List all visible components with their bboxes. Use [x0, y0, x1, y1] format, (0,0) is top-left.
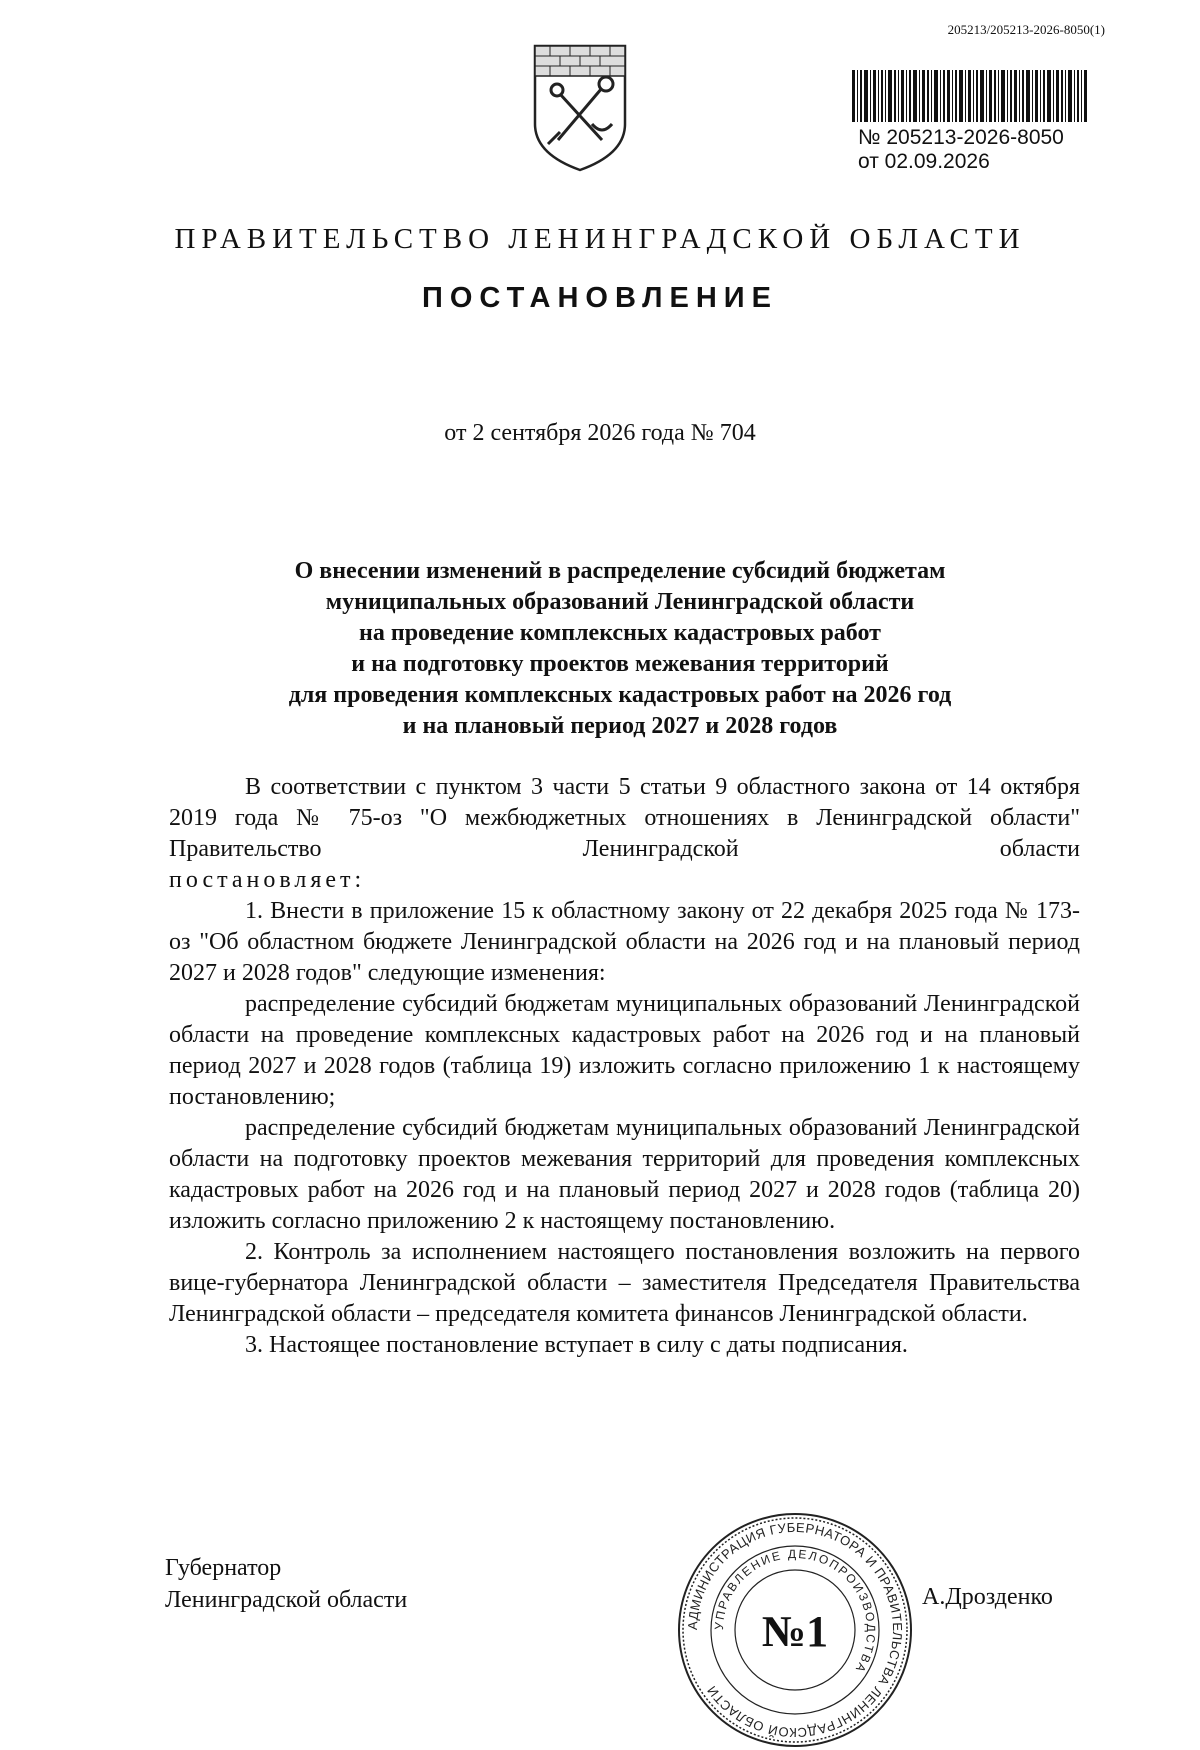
item-1-paragraph: 1. Внести в приложение 15 к областному закону от 22 декабря 2025 года № 173-оз "Об областном бюджете Ленинградской области на 2026 год и на плановый период 2027 и 2028 годов" следующие изменения: — [169, 898, 1080, 986]
item-1b-paragraph: распределение субсидий бюджетам муниципальных образований Ленинградской области на подготовку проектов межевания территорий для проведения комплексных кадастровых работ на 2026 год и на плановый период 2027 и 2028 годов (таблица 20) изложить согласно приложению 2 к настоящему постановлению. — [169, 1115, 1080, 1234]
barcode-image — [852, 70, 1088, 122]
item-2-paragraph: 2. Контроль за исполнением настоящего постановления возложить на первого вице-губернатора Ленинградской области – заместителя Председателя Правительства Ленинградской области – председателя комитета финансов Ленинградской области. — [169, 1239, 1080, 1327]
document-type: ПОСТАНОВЛЕНИЕ — [422, 282, 778, 314]
signatory-title — [165, 1552, 407, 1616]
signatory-name: А.Дрозденко — [922, 1584, 1053, 1610]
seal-outer-text: АДМИНИСТРАЦИЯ ГУБЕРНАТОРА И ПРАВИТЕЛЬСТВА ЛЕНИНГРАДСКОЙ ОБЛАСТИ — [684, 1519, 906, 1741]
government-title: ПРАВИТЕЛЬСТВО ЛЕНИНГРАДСКОЙ ОБЛАСТИ — [174, 223, 1026, 255]
document-date-number: от 2 сентября 2026 года № 704 — [444, 420, 756, 446]
preamble-paragraph: В соответствии с пунктом 3 части 5 статьи 9 областного закона от 14 октября 2019 года № 75-оз "О межбюджетных отношениях в Ленинградской области" Правительство Ленинградской области — [169, 774, 1080, 862]
heading-line: на проведение комплексных кадастровых работ — [359, 620, 881, 646]
seal-inner-text: УПРАВЛЕНИЕ ДЕЛОПРОИЗВОДСТВА — [711, 1546, 879, 1677]
registration-number: № 205213-2026-8050 — [858, 126, 1064, 149]
registration-date: от 02.09.2026 — [858, 150, 990, 173]
heading-line: для проведения комплексных кадастровых работ на 2026 год — [288, 682, 952, 708]
resolution-heading — [170, 556, 1070, 742]
seal-center-number: №1 — [761, 1607, 829, 1656]
official-seal-stamp — [675, 1510, 915, 1750]
resolution-body — [169, 772, 1080, 1361]
heading-line: и на подготовку проектов межевания территорий — [351, 651, 889, 677]
item-3-paragraph: 3. Настоящее постановление вступает в силу с даты подписания. — [245, 1332, 908, 1358]
item-1a-paragraph: распределение субсидий бюджетам муниципальных образований Ленинградской области на проведение комплексных кадастровых работ на 2026 год и на плановый период 2027 и 2028 годов (таблица 19) изложить согласно приложению 1 к настоящему постановлению; — [169, 991, 1080, 1110]
heading-line: О внесении изменений в распределение субсидий бюджетам — [294, 558, 946, 584]
signatory-region: Ленинградской области — [165, 1587, 408, 1613]
heading-line: муниципальных образований Ленинградской области — [325, 589, 915, 615]
signatory-position: Губернатор — [165, 1555, 282, 1581]
resolves-word: постановляет: — [169, 867, 366, 893]
heading-line: и на плановый период 2027 и 2028 годов — [402, 713, 838, 739]
registration-code: 205213/205213-2026-8050(1) — [947, 22, 1105, 37]
coat-of-arms-emblem — [530, 42, 630, 174]
